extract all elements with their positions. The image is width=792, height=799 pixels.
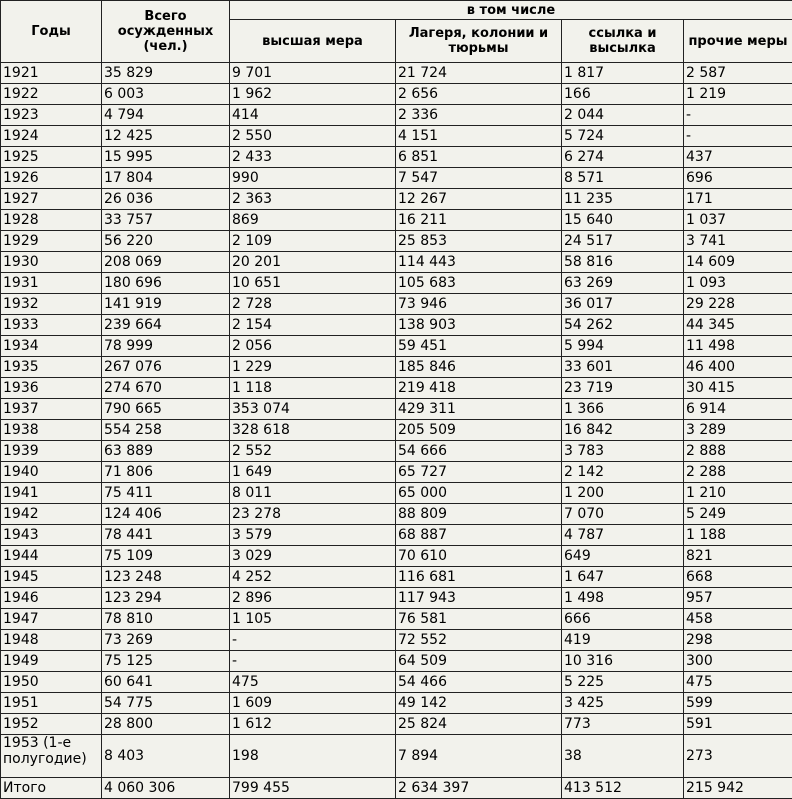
total-cell: 123 294 (102, 588, 230, 609)
death-cell: 9 701 (230, 63, 396, 84)
table-row (1, 735, 792, 778)
total-cell: 123 248 (102, 567, 230, 588)
other-cell: 11 498 (684, 336, 792, 357)
camps-cell: 25 824 (396, 714, 562, 735)
death-cell: 10 651 (230, 273, 396, 294)
death-cell: 4 252 (230, 567, 396, 588)
other-cell: 29 228 (684, 294, 792, 315)
camps-cell: 6 851 (396, 147, 562, 168)
exile-cell: 4 787 (562, 525, 684, 546)
table-row (1, 714, 792, 735)
death-cell: 198 (230, 735, 396, 778)
header-total: Всего осужденных (чел.) (102, 1, 230, 63)
total-cell: 267 076 (102, 357, 230, 378)
year-cell: 1950 (1, 672, 102, 693)
exile-cell: 8 571 (562, 168, 684, 189)
header-row-top (1, 1, 792, 20)
year-cell: 1944 (1, 546, 102, 567)
camps-cell: 25 853 (396, 231, 562, 252)
table-row (1, 168, 792, 189)
table-row (1, 126, 792, 147)
year-cell: 1925 (1, 147, 102, 168)
death-cell: 2 109 (230, 231, 396, 252)
exile-cell: 413 512 (562, 778, 684, 799)
camps-cell: 7 894 (396, 735, 562, 778)
total-cell: 6 003 (102, 84, 230, 105)
death-cell: 1 962 (230, 84, 396, 105)
year-cell: 1924 (1, 126, 102, 147)
table-row (1, 189, 792, 210)
other-cell: 298 (684, 630, 792, 651)
total-cell: 17 804 (102, 168, 230, 189)
table-row (1, 273, 792, 294)
exile-cell: 666 (562, 609, 684, 630)
camps-cell: 138 903 (396, 315, 562, 336)
exile-cell: 166 (562, 84, 684, 105)
table-row (1, 693, 792, 714)
death-cell: 475 (230, 672, 396, 693)
exile-cell: 11 235 (562, 189, 684, 210)
other-cell: 44 345 (684, 315, 792, 336)
header-death: высшая мера (230, 20, 396, 63)
year-cell: 1936 (1, 378, 102, 399)
total-cell: 790 665 (102, 399, 230, 420)
death-cell: 2 363 (230, 189, 396, 210)
death-cell: 2 550 (230, 126, 396, 147)
other-cell: 458 (684, 609, 792, 630)
total-cell: 239 664 (102, 315, 230, 336)
camps-cell: 116 681 (396, 567, 562, 588)
total-cell: 75 109 (102, 546, 230, 567)
exile-cell: 7 070 (562, 504, 684, 525)
other-cell: 3 741 (684, 231, 792, 252)
year-cell: 1934 (1, 336, 102, 357)
table-row (1, 630, 792, 651)
death-cell: 2 433 (230, 147, 396, 168)
death-cell: 353 074 (230, 399, 396, 420)
year-cell: 1931 (1, 273, 102, 294)
death-cell: - (230, 651, 396, 672)
other-cell: 1 037 (684, 210, 792, 231)
death-cell: 869 (230, 210, 396, 231)
exile-cell: 24 517 (562, 231, 684, 252)
camps-cell: 65 727 (396, 462, 562, 483)
year-cell: 1937 (1, 399, 102, 420)
death-cell: 2 056 (230, 336, 396, 357)
other-cell: 273 (684, 735, 792, 778)
year-cell: 1929 (1, 231, 102, 252)
death-cell: 2 896 (230, 588, 396, 609)
other-cell: 46 400 (684, 357, 792, 378)
camps-cell: 185 846 (396, 357, 562, 378)
other-cell: 5 249 (684, 504, 792, 525)
year-cell: 1945 (1, 567, 102, 588)
year-cell: 1940 (1, 462, 102, 483)
exile-cell: 3 425 (562, 693, 684, 714)
total-cell: 75 125 (102, 651, 230, 672)
header-other: прочие меры (684, 20, 792, 63)
total-cell: 208 069 (102, 252, 230, 273)
other-cell: 591 (684, 714, 792, 735)
year-cell: 1923 (1, 105, 102, 126)
camps-cell: 59 451 (396, 336, 562, 357)
death-cell: 1 649 (230, 462, 396, 483)
exile-cell: 5 724 (562, 126, 684, 147)
header-years: Годы (1, 1, 102, 63)
table-row (1, 336, 792, 357)
year-cell: 1947 (1, 609, 102, 630)
table-row (1, 147, 792, 168)
year-cell: 1921 (1, 63, 102, 84)
camps-cell: 54 466 (396, 672, 562, 693)
table-row (1, 63, 792, 84)
table-row (1, 105, 792, 126)
other-cell: 599 (684, 693, 792, 714)
exile-cell: 33 601 (562, 357, 684, 378)
other-cell: 437 (684, 147, 792, 168)
other-cell: 14 609 (684, 252, 792, 273)
death-cell: 1 612 (230, 714, 396, 735)
total-cell: 75 411 (102, 483, 230, 504)
total-cell: 78 441 (102, 525, 230, 546)
exile-cell: 5 225 (562, 672, 684, 693)
year-cell: 1941 (1, 483, 102, 504)
exile-cell: 649 (562, 546, 684, 567)
exile-cell: 63 269 (562, 273, 684, 294)
year-cell: 1927 (1, 189, 102, 210)
camps-cell: 2 634 397 (396, 778, 562, 799)
total-cell: 15 995 (102, 147, 230, 168)
death-cell: 1 118 (230, 378, 396, 399)
death-cell: 2 728 (230, 294, 396, 315)
year-cell: 1935 (1, 357, 102, 378)
exile-cell: 2 142 (562, 462, 684, 483)
header-group: в том числе (230, 1, 792, 20)
table-row (1, 252, 792, 273)
other-cell: 3 289 (684, 420, 792, 441)
exile-cell: 38 (562, 735, 684, 778)
other-cell: 2 288 (684, 462, 792, 483)
table-row (1, 210, 792, 231)
death-cell: 1 229 (230, 357, 396, 378)
exile-cell: 773 (562, 714, 684, 735)
death-cell: 799 455 (230, 778, 396, 799)
exile-cell: 5 994 (562, 336, 684, 357)
year-cell: 1953 (1-е полугодие) (1, 735, 102, 778)
other-cell: 6 914 (684, 399, 792, 420)
year-cell: 1926 (1, 168, 102, 189)
total-cell: 28 800 (102, 714, 230, 735)
table-row (1, 420, 792, 441)
exile-cell: 36 017 (562, 294, 684, 315)
exile-cell: 6 274 (562, 147, 684, 168)
table-row (1, 504, 792, 525)
other-cell: 696 (684, 168, 792, 189)
camps-cell: 73 946 (396, 294, 562, 315)
other-cell: - (684, 126, 792, 147)
camps-cell: 2 336 (396, 105, 562, 126)
table-row (1, 567, 792, 588)
table-row (1, 525, 792, 546)
death-cell: 3 029 (230, 546, 396, 567)
table-row (1, 778, 792, 799)
camps-cell: 12 267 (396, 189, 562, 210)
camps-cell: 21 724 (396, 63, 562, 84)
total-cell: 56 220 (102, 231, 230, 252)
year-cell: 1930 (1, 252, 102, 273)
death-cell: 1 105 (230, 609, 396, 630)
other-cell: 475 (684, 672, 792, 693)
total-cell: 35 829 (102, 63, 230, 84)
camps-cell: 49 142 (396, 693, 562, 714)
year-cell: 1932 (1, 294, 102, 315)
camps-cell: 219 418 (396, 378, 562, 399)
year-cell: 1942 (1, 504, 102, 525)
total-cell: 60 641 (102, 672, 230, 693)
year-cell: 1952 (1, 714, 102, 735)
total-cell: 274 670 (102, 378, 230, 399)
total-cell: 71 806 (102, 462, 230, 483)
death-cell: 990 (230, 168, 396, 189)
table-row (1, 483, 792, 504)
year-cell: 1948 (1, 630, 102, 651)
other-cell: 1 210 (684, 483, 792, 504)
death-cell: 328 618 (230, 420, 396, 441)
other-cell: 2 587 (684, 63, 792, 84)
year-cell: 1939 (1, 441, 102, 462)
total-cell: 124 406 (102, 504, 230, 525)
table-row (1, 546, 792, 567)
death-cell: 2 154 (230, 315, 396, 336)
other-cell: 1 188 (684, 525, 792, 546)
camps-cell: 88 809 (396, 504, 562, 525)
exile-cell: 15 640 (562, 210, 684, 231)
year-cell: 1943 (1, 525, 102, 546)
other-cell: 30 415 (684, 378, 792, 399)
exile-cell: 2 044 (562, 105, 684, 126)
header-exile: ссылка и высылка (562, 20, 684, 63)
year-cell: 1922 (1, 84, 102, 105)
year-cell: Итого (1, 778, 102, 799)
other-cell: - (684, 105, 792, 126)
table-row (1, 231, 792, 252)
other-cell: 668 (684, 567, 792, 588)
camps-cell: 105 683 (396, 273, 562, 294)
table-row (1, 609, 792, 630)
total-cell: 4 060 306 (102, 778, 230, 799)
other-cell: 171 (684, 189, 792, 210)
table-row (1, 315, 792, 336)
total-cell: 141 919 (102, 294, 230, 315)
camps-cell: 4 151 (396, 126, 562, 147)
table-row (1, 84, 792, 105)
exile-cell: 419 (562, 630, 684, 651)
death-cell: 20 201 (230, 252, 396, 273)
total-cell: 78 999 (102, 336, 230, 357)
camps-cell: 16 211 (396, 210, 562, 231)
exile-cell: 54 262 (562, 315, 684, 336)
total-cell: 63 889 (102, 441, 230, 462)
year-cell: 1938 (1, 420, 102, 441)
camps-cell: 2 656 (396, 84, 562, 105)
table-row (1, 378, 792, 399)
camps-cell: 429 311 (396, 399, 562, 420)
total-cell: 26 036 (102, 189, 230, 210)
total-cell: 180 696 (102, 273, 230, 294)
year-cell: 1951 (1, 693, 102, 714)
exile-cell: 58 816 (562, 252, 684, 273)
year-cell: 1933 (1, 315, 102, 336)
table-row (1, 672, 792, 693)
table-row (1, 588, 792, 609)
death-cell: 3 579 (230, 525, 396, 546)
exile-cell: 1 498 (562, 588, 684, 609)
total-cell: 54 775 (102, 693, 230, 714)
table-row (1, 357, 792, 378)
exile-cell: 10 316 (562, 651, 684, 672)
table-row (1, 651, 792, 672)
other-cell: 1 219 (684, 84, 792, 105)
death-cell: 1 609 (230, 693, 396, 714)
year-cell: 1928 (1, 210, 102, 231)
header-camps: Лагеря, колонии и тюрьмы (396, 20, 562, 63)
camps-cell: 76 581 (396, 609, 562, 630)
table-row (1, 399, 792, 420)
camps-cell: 64 509 (396, 651, 562, 672)
other-cell: 1 093 (684, 273, 792, 294)
death-cell: 414 (230, 105, 396, 126)
exile-cell: 1 200 (562, 483, 684, 504)
table-row (1, 441, 792, 462)
exile-cell: 16 842 (562, 420, 684, 441)
other-cell: 821 (684, 546, 792, 567)
camps-cell: 114 443 (396, 252, 562, 273)
table-row (1, 294, 792, 315)
total-cell: 33 757 (102, 210, 230, 231)
total-cell: 554 258 (102, 420, 230, 441)
camps-cell: 117 943 (396, 588, 562, 609)
camps-cell: 72 552 (396, 630, 562, 651)
total-cell: 12 425 (102, 126, 230, 147)
exile-cell: 3 783 (562, 441, 684, 462)
other-cell: 957 (684, 588, 792, 609)
other-cell: 2 888 (684, 441, 792, 462)
table-row (1, 462, 792, 483)
other-cell: 300 (684, 651, 792, 672)
exile-cell: 1 647 (562, 567, 684, 588)
total-cell: 8 403 (102, 735, 230, 778)
exile-cell: 1 817 (562, 63, 684, 84)
table-body (1, 63, 792, 799)
death-cell: 23 278 (230, 504, 396, 525)
other-cell: 215 942 (684, 778, 792, 799)
year-cell: 1949 (1, 651, 102, 672)
total-cell: 73 269 (102, 630, 230, 651)
death-cell: - (230, 630, 396, 651)
total-cell: 78 810 (102, 609, 230, 630)
exile-cell: 1 366 (562, 399, 684, 420)
camps-cell: 7 547 (396, 168, 562, 189)
camps-cell: 65 000 (396, 483, 562, 504)
total-cell: 4 794 (102, 105, 230, 126)
camps-cell: 70 610 (396, 546, 562, 567)
exile-cell: 23 719 (562, 378, 684, 399)
camps-cell: 68 887 (396, 525, 562, 546)
year-cell: 1946 (1, 588, 102, 609)
death-cell: 8 011 (230, 483, 396, 504)
camps-cell: 205 509 (396, 420, 562, 441)
death-cell: 2 552 (230, 441, 396, 462)
camps-cell: 54 666 (396, 441, 562, 462)
